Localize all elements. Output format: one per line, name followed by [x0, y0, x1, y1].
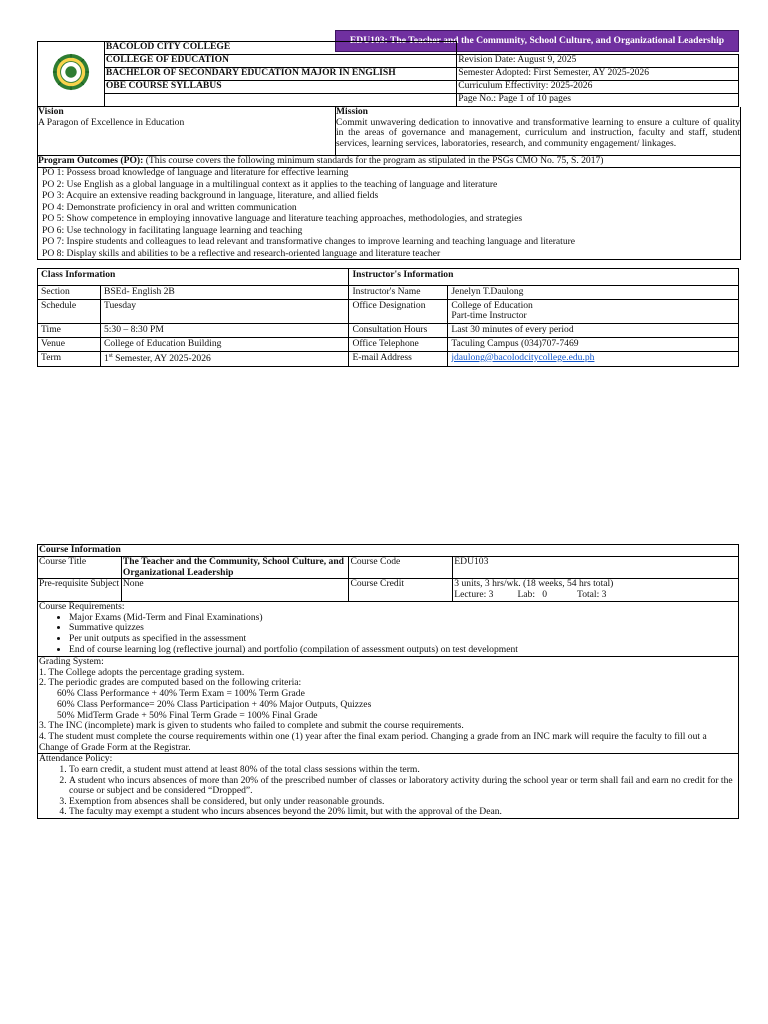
program-outcome-item: PO 5: Show competence in employing innovative language and literature teaching approaches, methodologies, and strategies — [42, 213, 523, 224]
credit-lecture: Lecture: 3 — [454, 589, 494, 601]
header-curriculum-effectivity: Curriculum Effectivity: 2025-2026 — [457, 81, 739, 94]
grading-formula: 50% MidTerm Grade + 50% Final Term Grade = 100% Final Grade — [57, 709, 318, 721]
header-revision-date: Revision Date: August 9, 2025 — [457, 55, 739, 68]
schedule-value: Tuesday — [100, 299, 349, 323]
table-row — [38, 337, 739, 351]
grading-system-section — [38, 656, 739, 754]
term-value — [100, 351, 349, 366]
vision-section — [38, 107, 334, 155]
consultation-hours-value: Last 30 minutes of every period — [448, 324, 739, 338]
vision-mission-block — [37, 107, 741, 155]
term-number: 1 — [103, 352, 109, 364]
schedule-label: Schedule — [38, 299, 101, 323]
class-information-heading: Class Information — [38, 269, 349, 286]
term-ordinal: st — [108, 352, 113, 359]
header-semester-adopted: Semester Adopted: First Semester, AY 2025-2026 — [457, 68, 739, 81]
header-program: BACHELOR OF SECONDARY EDUCATION MAJOR IN ENGLISH — [104, 68, 456, 81]
list-item: 1. To earn credit, a student must attend at least 80% of the total class sessions within the term. — [69, 765, 737, 776]
instructor-information-heading: Instructor's Information — [349, 269, 739, 286]
course-code-label: Course Code — [349, 557, 453, 579]
class-instructor-table — [37, 268, 739, 367]
course-information-heading: Course Information — [38, 545, 739, 557]
course-requirements-section — [38, 601, 739, 656]
table-row — [38, 324, 739, 338]
program-outcome-item: PO 1: Possess broad knowledge of language and literature for effective learning — [42, 167, 349, 178]
time-value: 5:30 – 8:30 PM — [100, 324, 349, 338]
mission-label: Mission — [336, 106, 368, 117]
program-outcome-item: PO 2: Use English as a global language in a multilingual context as it applies to the teaching of language and literature — [42, 178, 498, 190]
time-label: Time — [38, 324, 101, 338]
college-seal-icon — [52, 53, 90, 91]
grading-line: 2. The periodic grades are computed based on the following criteria: — [39, 677, 302, 689]
college-logo-cell — [38, 42, 105, 107]
consultation-hours-label: Consultation Hours — [349, 324, 448, 338]
course-title-value: The Teacher and the Community, School Culture, and Organizational Leadership — [121, 557, 349, 579]
instructor-name-value: Jenelyn T.Daulong — [448, 286, 739, 300]
list-item: 2. A student who incurs absences of more than 20% of the prescribed number of classes or laboratory activity during the school year or term shall fail and earn no credit for the course or subject and be considered “Dropped”. — [69, 776, 737, 797]
course-title-label: Course Title — [38, 557, 122, 579]
grading-line: 3. The INC (incomplete) mark is given to students who failed to complete and submit the course requirements. — [39, 720, 464, 732]
table-row — [38, 351, 739, 366]
header-empty-cell — [104, 94, 456, 107]
table-row — [38, 299, 739, 323]
term-label: Term — [38, 351, 101, 366]
list-item: 4. The faculty may exempt a student who incurs absences beyond the 20% limit, but with the approval of the Dean. — [69, 807, 737, 818]
course-credit-units: 3 units, 3 hrs/wk. (18 weeks, 54 hrs total) — [454, 578, 614, 590]
attendance-policy-list — [39, 765, 737, 818]
email-label: E-mail Address — [349, 351, 448, 366]
office-designation-line-2: Part-time Instructor — [451, 310, 527, 322]
program-outcomes-note: (This course covers the following minimum standards for the program as stipulated in the PSGs CMO No. 75, S. 2017) — [143, 155, 604, 166]
email-link[interactable]: jdaulong@bacolodcitycollege.edu.ph — [451, 351, 595, 363]
program-outcomes-label: Program Outcomes (PO): — [38, 155, 144, 166]
mission-section — [335, 107, 740, 155]
list-item: 3. Exemption from absences shall be considered, but only under reasonable grounds. — [69, 797, 737, 808]
header-right-empty — [457, 42, 739, 55]
office-designation-label: Office Designation — [349, 299, 448, 323]
program-outcomes-block — [37, 155, 741, 260]
course-credit-breakdown — [454, 590, 737, 601]
list-item: • End of course learning log (reflective journal) and portfolio (compilation of assessment outputs) on test development — [69, 645, 737, 656]
course-banner: EDU103: The Teacher and the Community, School Culture, and Organizational Leadership — [335, 30, 739, 52]
syllabus-header-table — [37, 41, 739, 107]
course-code-value: EDU103 — [453, 557, 739, 579]
course-requirements-label: Course Requirements: — [39, 600, 125, 612]
prerequisite-value: None — [121, 579, 349, 601]
section-label: Section — [38, 286, 101, 300]
email-value — [448, 351, 739, 366]
venue-label: Venue — [38, 337, 101, 351]
course-credit-label: Course Credit — [349, 579, 453, 601]
program-outcome-item: PO 8: Display skills and abilities to be a reflective and research-oriented language and literature teacher — [42, 247, 441, 259]
course-requirements-list — [39, 613, 737, 656]
program-outcome-item: PO 3: Acquire an extensive reading background in language, literature, and allied fields — [42, 190, 379, 201]
credit-total: Total: 3 — [577, 589, 607, 601]
course-credit-value — [453, 579, 739, 601]
grading-system-label: Grading System: — [39, 655, 104, 667]
grading-line: 1. The College adopts the percentage grading system. — [39, 666, 245, 678]
table-row — [38, 579, 739, 601]
attendance-policy-section — [38, 754, 739, 818]
header-college-name: BACOLOD CITY COLLEGE — [104, 42, 456, 55]
vision-text: A Paragon of Excellence in Education — [38, 116, 185, 128]
grading-formula: 60% Class Performance= 20% Class Participation + 40% Major Outputs, Quizzes — [57, 698, 372, 710]
grading-line: 4. The student must complete the course requirements within one (1) year after the final exam period. Changing a grade from an INC mark will require the faculty to fill out a Change of Grade Form at the Registrar. — [39, 731, 707, 753]
venue-value: College of Education Building — [100, 337, 349, 351]
section-value: BSEd- English 2B — [100, 286, 349, 300]
course-information-table — [37, 544, 739, 819]
header-document-type: OBE COURSE SYLLABUS — [104, 81, 456, 94]
list-item: • Summative quizzes — [69, 623, 737, 634]
office-telephone-value: Taculing Campus (034)707-7469 — [448, 337, 739, 351]
program-outcome-item: PO 7: Inspire students and colleagues to lead relevant and transformative changes to improve learning and teaching language and literature — [42, 236, 576, 247]
list-item: • Per unit outputs as specified in the assessment — [69, 634, 737, 645]
table-row — [38, 286, 739, 300]
mission-text: Commit unwavering dedication to innovative and transformative learning to ensure a culture of quality in the areas of governance and management, curriculum and instruction, faculty and staff, student services, learning services, laboratories, research, and community engagement/ linkages. — [336, 116, 740, 150]
vision-label: Vision — [38, 106, 64, 117]
office-designation-line-1: College of Education — [451, 299, 533, 311]
instructor-name-label: Instructor's Name — [349, 286, 448, 300]
header-department: COLLEGE OF EDUCATION — [104, 55, 456, 68]
term-text: Semester, AY 2025-2026 — [112, 352, 211, 364]
header-page-number: Page No.: Page 1 of 10 pages — [457, 94, 739, 107]
attendance-policy-label: Attendance Policy: — [39, 753, 113, 765]
program-outcomes-list — [38, 168, 740, 260]
prerequisite-label: Pre-requisite Subject — [38, 579, 122, 601]
office-telephone-label: Office Telephone — [349, 337, 448, 351]
office-designation-value — [448, 299, 739, 323]
table-row — [38, 557, 739, 579]
grading-formula: 60% Class Performance + 40% Term Exam = 100% Term Grade — [57, 688, 305, 700]
list-item: • Major Exams (Mid-Term and Final Examinations) — [69, 613, 737, 624]
program-outcome-item: PO 6: Use technology in facilitating language learning and teaching — [42, 224, 303, 236]
credit-lab: Lab: 0 — [517, 589, 548, 601]
program-outcome-item: PO 4: Demonstrate proficiency in oral and written communication — [42, 201, 297, 213]
